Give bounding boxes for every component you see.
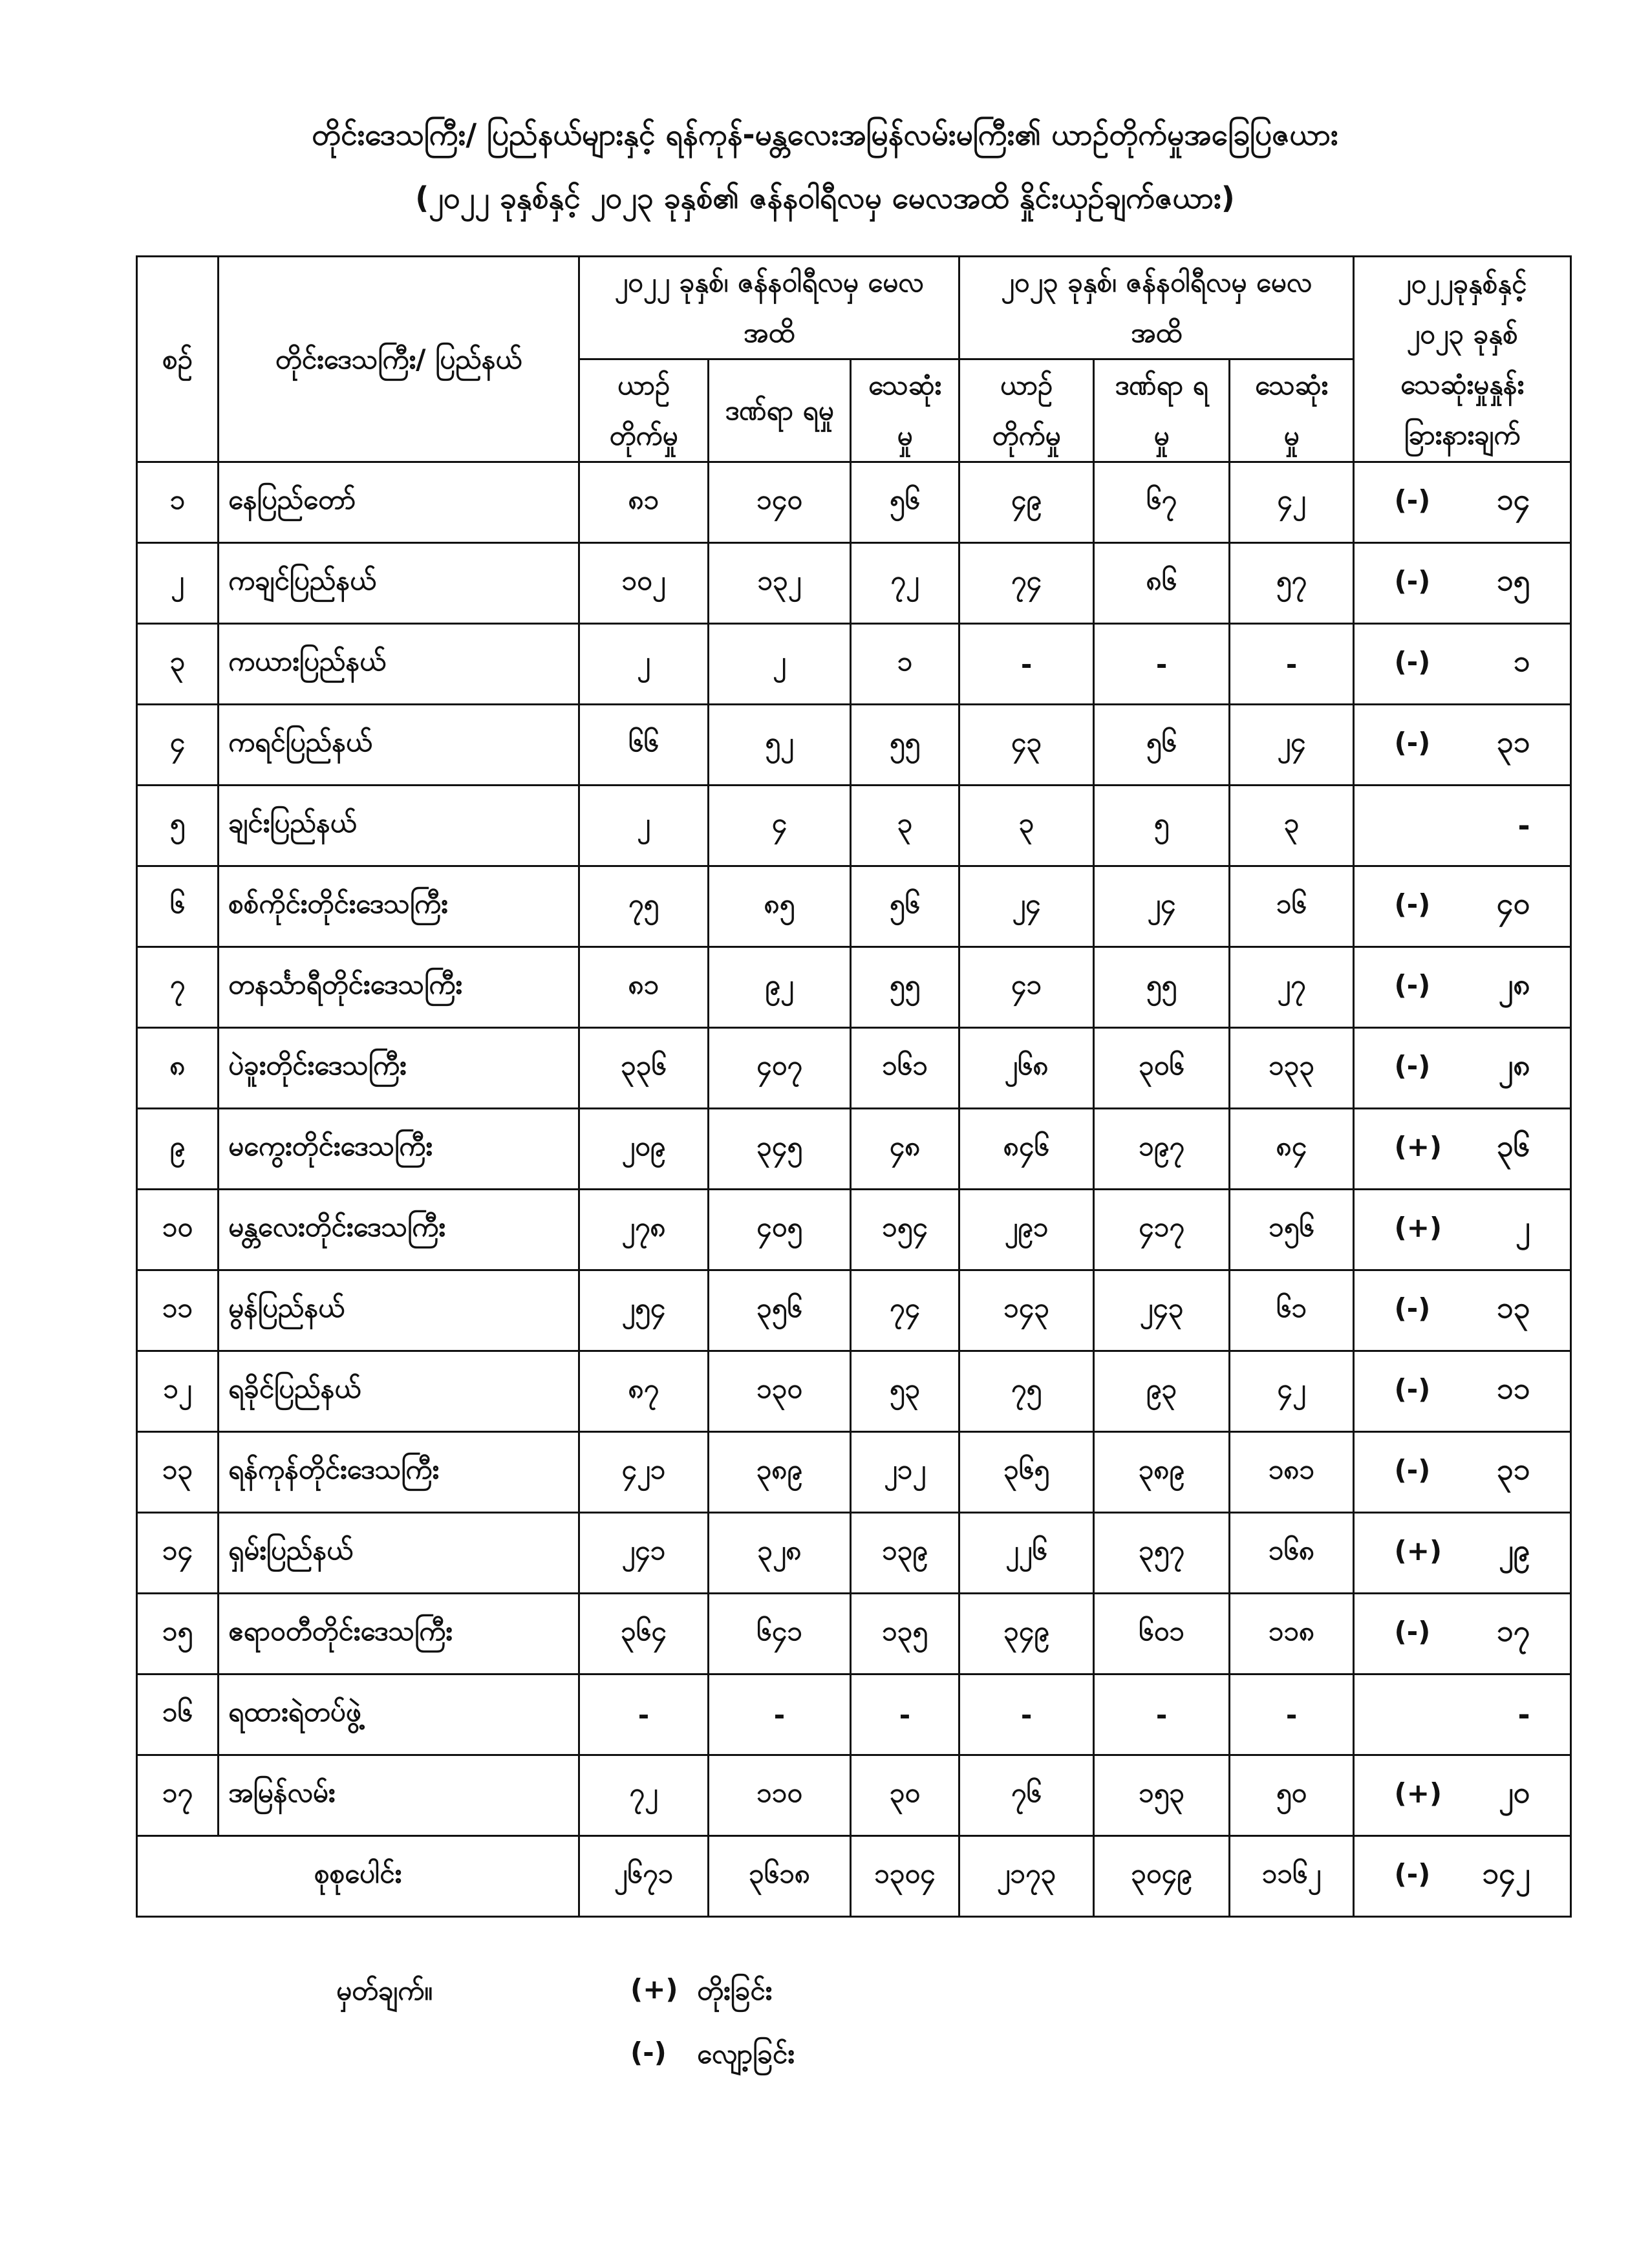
cell-deaths-2022: ၅၆: [851, 462, 959, 543]
difference-value: ၃၆: [1496, 1128, 1530, 1163]
cell-region: မန္တလေးတိုင်းဒေသကြီး: [219, 1190, 579, 1270]
cell-deaths-2022: ၃: [851, 786, 959, 866]
cell-accidents-2023: ၄၃: [959, 705, 1094, 786]
cell-accidents-2023: ၇၅: [959, 1351, 1094, 1432]
cell-difference: [1354, 1270, 1571, 1351]
cell-deaths-2023: ၁၃၃: [1230, 1028, 1354, 1109]
cell-deaths-2022: ၅၅: [851, 705, 959, 786]
cell-injured-2022: ၉၂: [709, 947, 851, 1028]
page-subtitle: (၂၀၂၂ ခုနှစ်နှင့် ၂၀၂၃ ခုနှစ်၏ ဇန်နဝါရီလမှ မေလအထိ နှိုင်းယှဉ်ချက်ဇယား): [415, 180, 1235, 215]
table-row: [137, 1270, 1571, 1351]
cell-sn: ၈: [137, 1028, 219, 1109]
difference-value: ၃၁: [1496, 1451, 1530, 1486]
difference-sign: (+): [1394, 1211, 1442, 1243]
cell-sn: ၁၆: [137, 1674, 219, 1755]
cell-accidents-2023: ၂၂၆: [959, 1513, 1094, 1594]
cell-region: ဧရာဝတီတိုင်းဒေသကြီး: [219, 1594, 579, 1674]
cell-sn: ၁: [137, 462, 219, 543]
difference-value: ၁၁: [1496, 1370, 1530, 1406]
cell-deaths-2023: ၃: [1230, 786, 1354, 866]
cell-accidents-2023: ၃၆၅: [959, 1432, 1094, 1513]
cell-accidents-2023: ၂၉၁: [959, 1190, 1094, 1270]
difference-sign: (+): [1394, 1534, 1442, 1567]
table-row: [137, 866, 1571, 947]
cell-deaths-2022: ၇၂: [851, 543, 959, 624]
cell-deaths-2022: ၁: [851, 624, 959, 705]
cell-region: အမြန်လမ်း: [219, 1755, 579, 1836]
cell-accidents-2022: ၂၀၉: [579, 1109, 709, 1190]
cell-injured-2022: ၅၂: [709, 705, 851, 786]
cell-accidents-2022: ၁၀၂: [579, 543, 709, 624]
cell-region: ရထားရဲတပ်ဖွဲ့: [219, 1674, 579, 1755]
cell-difference: [1354, 705, 1571, 786]
cell-injured-2023: ၃၀၆: [1094, 1028, 1230, 1109]
cell-injured-2023: ၅: [1094, 786, 1230, 866]
difference-value: ၁၄၂: [1482, 1855, 1530, 1890]
cell-sn: ၁၂: [137, 1351, 219, 1432]
difference-value: ၂၀: [1499, 1774, 1530, 1810]
cell-difference: [1354, 624, 1571, 705]
total-injured-2022: ၃၆၁၈: [709, 1836, 851, 1917]
cell-region: ကယားပြည်နယ်: [219, 624, 579, 705]
cell-injured-2022: ၁၄၀: [709, 462, 851, 543]
cell-sn: ၁၅: [137, 1594, 219, 1674]
cell-accidents-2022: ၃၆၄: [579, 1594, 709, 1674]
cell-difference: [1354, 1836, 1571, 1917]
cell-injured-2023: -: [1094, 1674, 1230, 1755]
cell-injured-2022: ၃၅၆: [709, 1270, 851, 1351]
cell-accidents-2022: ၇၂: [579, 1755, 709, 1836]
cell-injured-2022: ၁၃၂: [709, 543, 851, 624]
header-deaths-22: သေဆုံး မှု: [851, 359, 959, 462]
cell-region: ကချင်ပြည်နယ်: [219, 543, 579, 624]
cell-accidents-2022: ၂၇၈: [579, 1190, 709, 1270]
table-row: [137, 786, 1571, 866]
cell-sn: ၇: [137, 947, 219, 1028]
cell-accidents-2023: -: [959, 1674, 1094, 1755]
total-row: [137, 1836, 1571, 1917]
cell-difference: [1354, 1513, 1571, 1594]
cell-sn: ၉: [137, 1109, 219, 1190]
cell-region: စစ်ကိုင်းတိုင်းဒေသကြီး: [219, 866, 579, 947]
cell-injured-2023: ၄၁၇: [1094, 1190, 1230, 1270]
cell-injured-2022: ၄၀၅: [709, 1190, 851, 1270]
cell-region: ချင်းပြည်နယ်: [219, 786, 579, 866]
cell-region: မွန်ပြည်နယ်: [219, 1270, 579, 1351]
total-label: စုစုပေါင်း: [137, 1836, 579, 1917]
cell-injured-2023: ၉၃: [1094, 1351, 1230, 1432]
cell-injured-2023: ၆၀၁: [1094, 1594, 1230, 1674]
note-minus-text: လျော့ခြင်း: [697, 2038, 795, 2070]
cell-deaths-2022: ၄၈: [851, 1109, 959, 1190]
table-row: [137, 462, 1571, 543]
table-row: [137, 1674, 1571, 1755]
table-row: [137, 1109, 1571, 1190]
cell-accidents-2022: ၈၇: [579, 1351, 709, 1432]
cell-difference: [1354, 462, 1571, 543]
difference-value: ၃၁: [1496, 723, 1530, 759]
cell-difference: [1354, 1190, 1571, 1270]
cell-sn: ၁၇: [137, 1755, 219, 1836]
cell-deaths-2023: -: [1230, 1674, 1354, 1755]
header-period-2023: ၂၀၂၃ ခုနှစ်၊ ဇန်နဝါရီလမှ မေလအထိ: [959, 257, 1354, 359]
difference-sign: (-): [1394, 645, 1431, 678]
cell-difference: [1354, 1594, 1571, 1674]
header-injured-22: ဒဏ်ရာ ရမှု: [709, 359, 851, 462]
cell-deaths-2023: ၄၂: [1230, 462, 1354, 543]
cell-injured-2023: ၈၆: [1094, 543, 1230, 624]
cell-deaths-2023: ၁၆: [1230, 866, 1354, 947]
cell-accidents-2023: ၃: [959, 786, 1094, 866]
cell-difference: [1354, 1432, 1571, 1513]
total-deaths-2023: ၁၁၆၂: [1230, 1836, 1354, 1917]
note-plus-sign: (+): [630, 1973, 678, 2005]
cell-accidents-2022: ၂၅၄: [579, 1270, 709, 1351]
cell-injured-2023: ၅၅: [1094, 947, 1230, 1028]
cell-deaths-2023: -: [1230, 624, 1354, 705]
cell-injured-2023: ၃၅၇: [1094, 1513, 1230, 1594]
cell-region: ရန်ကုန်တိုင်းဒေသကြီး: [219, 1432, 579, 1513]
table-row: [137, 1028, 1571, 1109]
total-accidents-2022: ၂၆၇၁: [579, 1836, 709, 1917]
cell-accidents-2023: ၃၄၉: [959, 1594, 1094, 1674]
cell-region: ရခိုင်ပြည်နယ်: [219, 1351, 579, 1432]
cell-difference: [1354, 1109, 1571, 1190]
cell-region: မကွေးတိုင်းဒေသကြီး: [219, 1109, 579, 1190]
header-injured-23: ဒဏ်ရာ ရမှု: [1094, 359, 1230, 462]
cell-sn: ၂: [137, 543, 219, 624]
cell-deaths-2023: ၅၇: [1230, 543, 1354, 624]
cell-accidents-2022: ၈၁: [579, 947, 709, 1028]
cell-injured-2023: ၃၈၉: [1094, 1432, 1230, 1513]
cell-sn: ၃: [137, 624, 219, 705]
cell-deaths-2023: ၂၄: [1230, 705, 1354, 786]
difference-sign: (-): [1394, 564, 1431, 597]
difference-sign: (-): [1394, 484, 1431, 516]
cell-injured-2022: ၂: [709, 624, 851, 705]
cell-difference: [1354, 866, 1571, 947]
cell-deaths-2023: ၈၄: [1230, 1109, 1354, 1190]
cell-deaths-2023: ၆၁: [1230, 1270, 1354, 1351]
cell-accidents-2023: ၇၄: [959, 543, 1094, 624]
cell-deaths-2022: ၃၀: [851, 1755, 959, 1836]
cell-difference: [1354, 543, 1571, 624]
cell-difference: [1354, 1674, 1571, 1755]
difference-value: ၁: [1513, 643, 1530, 678]
cell-injured-2023: ၅၆: [1094, 705, 1230, 786]
difference-value: ၁၃: [1496, 1289, 1530, 1325]
cell-sn: ၁၀: [137, 1190, 219, 1270]
cell-injured-2022: -: [709, 1674, 851, 1755]
header-accidents-22: ယာဉ် တိုက်မှု: [579, 359, 709, 462]
difference-sign: (+): [1394, 1777, 1442, 1809]
cell-accidents-2023: ၇၆: [959, 1755, 1094, 1836]
cell-accidents-2022: ၂: [579, 624, 709, 705]
cell-deaths-2022: ၁၅၄: [851, 1190, 959, 1270]
cell-accidents-2023: ၂၆၈: [959, 1028, 1094, 1109]
table-row: [137, 1351, 1571, 1432]
difference-value: -: [1517, 808, 1530, 843]
note-plus-text: တိုးခြင်း: [697, 1974, 773, 2006]
cell-injured-2022: ၃၄၅: [709, 1109, 851, 1190]
cell-accidents-2022: ၈၁: [579, 462, 709, 543]
cell-injured-2023: ၁၅၃: [1094, 1755, 1230, 1836]
cell-accidents-2022: ၄၂၁: [579, 1432, 709, 1513]
difference-sign: (-): [1394, 1373, 1431, 1405]
difference-value: -: [1517, 1697, 1530, 1732]
header-period-2022: ၂၀၂၂ ခုနှစ်၊ ဇန်နဝါရီလမှ မေလအထိ: [579, 257, 959, 359]
cell-difference: [1354, 786, 1571, 866]
cell-injured-2023: ၁၉၇: [1094, 1109, 1230, 1190]
table-row: [137, 705, 1571, 786]
cell-deaths-2022: ၅၆: [851, 866, 959, 947]
difference-value: ၁၇: [1496, 1612, 1530, 1648]
table-row: [137, 1755, 1571, 1836]
table-row: [137, 543, 1571, 624]
difference-sign: (-): [1394, 1453, 1431, 1486]
cell-deaths-2022: ၁၃၉: [851, 1513, 959, 1594]
cell-deaths-2022: -: [851, 1674, 959, 1755]
total-accidents-2023: ၂၁၇၃: [959, 1836, 1094, 1917]
header-deaths-23: သေဆုံး မှု: [1230, 359, 1354, 462]
cell-injured-2023: ၆၇: [1094, 462, 1230, 543]
cell-deaths-2022: ၅၃: [851, 1351, 959, 1432]
difference-sign: (-): [1394, 1292, 1431, 1324]
cell-deaths-2023: ၁၅၆: [1230, 1190, 1354, 1270]
cell-deaths-2023: ၁၈၁: [1230, 1432, 1354, 1513]
cell-sn: ၄: [137, 705, 219, 786]
header-region: တိုင်းဒေသကြီး/ ပြည်နယ်: [219, 257, 579, 462]
cell-region: နေပြည်တော်: [219, 462, 579, 543]
cell-deaths-2022: ၅၅: [851, 947, 959, 1028]
difference-value: ၁၄: [1496, 481, 1530, 517]
header-sn: စဉ်: [137, 257, 219, 462]
cell-deaths-2023: ၁၆၈: [1230, 1513, 1354, 1594]
table-row: [137, 1190, 1571, 1270]
cell-accidents-2023: ၄၉: [959, 462, 1094, 543]
cell-injured-2022: ၄: [709, 786, 851, 866]
cell-deaths-2022: ၁၆၁: [851, 1028, 959, 1109]
difference-value: ၄၀: [1496, 885, 1530, 921]
cell-injured-2022: ၄၀၇: [709, 1028, 851, 1109]
difference-value: ၂၈: [1498, 966, 1530, 1001]
cell-deaths-2023: ၁၁၈: [1230, 1594, 1354, 1674]
cell-injured-2022: ၁၃၀: [709, 1351, 851, 1432]
cell-injured-2022: ၈၅: [709, 866, 851, 947]
note-label: မှတ်ချက်။: [336, 1974, 433, 2006]
cell-accidents-2022: ၂: [579, 786, 709, 866]
cell-accidents-2023: -: [959, 624, 1094, 705]
cell-injured-2022: ၃၂၈: [709, 1513, 851, 1594]
header-accidents-23: ယာဉ် တိုက်မှု: [959, 359, 1094, 462]
cell-sn: ၁၄: [137, 1513, 219, 1594]
cell-accidents-2023: ၄၁: [959, 947, 1094, 1028]
cell-accidents-2022: ၇၅: [579, 866, 709, 947]
table-row: [137, 947, 1571, 1028]
difference-value: ၂: [1515, 1208, 1530, 1244]
cell-deaths-2022: ၂၁၂: [851, 1432, 959, 1513]
difference-value: ၁၅: [1496, 562, 1530, 597]
cell-accidents-2023: ၈၄၆: [959, 1109, 1094, 1190]
cell-injured-2022: ၆၄၁: [709, 1594, 851, 1674]
cell-accidents-2023: ၂၄: [959, 866, 1094, 947]
total-injured-2023: ၃၀၄၉: [1094, 1836, 1230, 1917]
total-deaths-2022: ၁၃၀၄: [851, 1836, 959, 1917]
cell-deaths-2022: ၇၄: [851, 1270, 959, 1351]
cell-injured-2023: -: [1094, 624, 1230, 705]
note-minus-sign: (-): [630, 2037, 667, 2068]
cell-accidents-2022: -: [579, 1674, 709, 1755]
cell-region: ပဲခူးတိုင်းဒေသကြီး: [219, 1028, 579, 1109]
cell-region: တနင်္သာရီတိုင်းဒေသကြီး: [219, 947, 579, 1028]
difference-value: ၂၈: [1498, 1047, 1530, 1082]
difference-sign: (-): [1394, 1615, 1431, 1647]
cell-deaths-2023: ၂၇: [1230, 947, 1354, 1028]
accident-comparison-table: [136, 255, 1572, 1918]
difference-sign: (-): [1394, 968, 1431, 1001]
cell-deaths-2022: ၁၃၅: [851, 1594, 959, 1674]
cell-accidents-2022: ၃၃၆: [579, 1028, 709, 1109]
cell-difference: [1354, 1755, 1571, 1836]
cell-deaths-2023: ၄၂: [1230, 1351, 1354, 1432]
cell-injured-2022: ၁၁၀: [709, 1755, 851, 1836]
difference-sign: (+): [1394, 1130, 1442, 1162]
cell-difference: [1354, 947, 1571, 1028]
difference-sign: (-): [1394, 1857, 1431, 1890]
cell-injured-2022: ၃၈၉: [709, 1432, 851, 1513]
cell-accidents-2022: ၆၆: [579, 705, 709, 786]
cell-accidents-2022: ၂၄၁: [579, 1513, 709, 1594]
table-row: [137, 624, 1571, 705]
cell-difference: [1354, 1351, 1571, 1432]
page-title: တိုင်းဒေသကြီး/ ပြည်နယ်များနှင့် ရန်ကုန်-မန္တလေးအမြန်လမ်းမကြီး၏ ယာဉ်တိုက်မှုအခြေပြဇယား: [312, 117, 1338, 152]
cell-accidents-2023: ၁၄၃: [959, 1270, 1094, 1351]
header-comparison: ၂၀၂၂ခုနှစ်နှင့် ၂၀၂၃ ခုနှစ် သေဆုံးမှုနှုန်း ခြားနားချက်: [1354, 257, 1571, 462]
table-row: [137, 1594, 1571, 1674]
cell-sn: ၅: [137, 786, 219, 866]
cell-sn: ၁၃: [137, 1432, 219, 1513]
cell-region: ရှမ်းပြည်နယ်: [219, 1513, 579, 1594]
cell-region: ကရင်ပြည်နယ်: [219, 705, 579, 786]
cell-sn: ၁၁: [137, 1270, 219, 1351]
cell-deaths-2023: ၅၀: [1230, 1755, 1354, 1836]
cell-injured-2023: ၂၄၃: [1094, 1270, 1230, 1351]
cell-difference: [1354, 1028, 1571, 1109]
cell-sn: ၆: [137, 866, 219, 947]
difference-value: ၂၉: [1499, 1532, 1530, 1567]
difference-sign: (-): [1394, 1049, 1431, 1082]
difference-sign: (-): [1394, 726, 1431, 758]
cell-injured-2023: ၂၄: [1094, 866, 1230, 947]
difference-sign: (-): [1394, 888, 1431, 920]
table-row: [137, 1432, 1571, 1513]
table-row: [137, 1513, 1571, 1594]
